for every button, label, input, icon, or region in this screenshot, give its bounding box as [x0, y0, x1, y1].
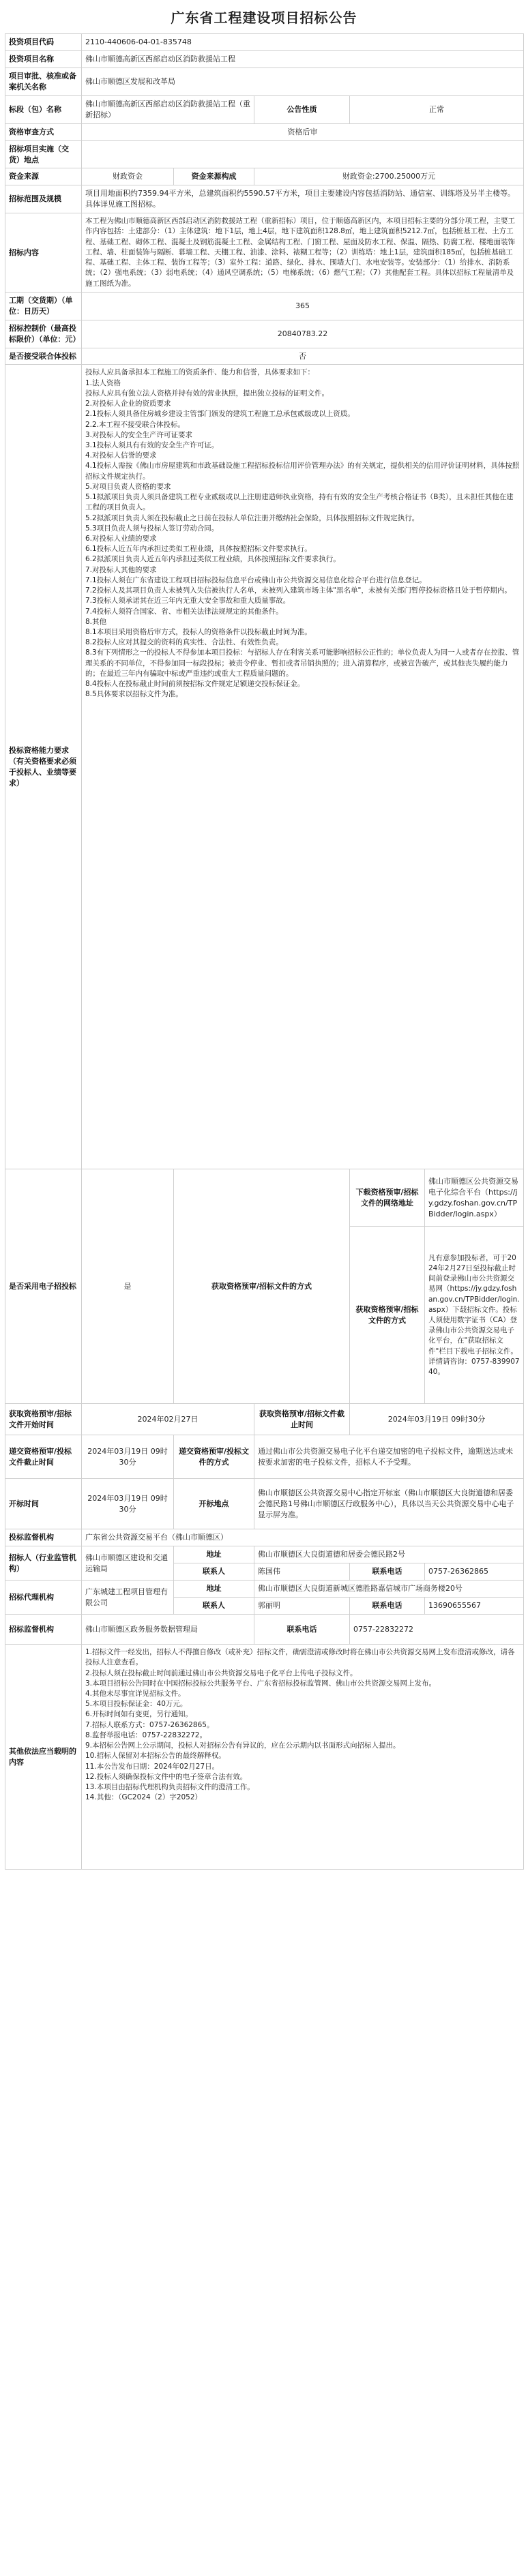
label-doc-address: 下载资格预审/招标文件的网络地址: [350, 1169, 425, 1227]
row-monitor: [5, 1615, 524, 1645]
value-funds-ratio: 财政资金:2700.25000万元: [254, 168, 524, 185]
row-agency-1: [5, 1581, 524, 1598]
value-project-approval: 佛山市顺德区发展和改革局: [82, 68, 524, 95]
label-duration: 工期（交货期）（单位：日历天）: [5, 292, 82, 320]
value-joint: 否: [82, 348, 524, 365]
label-location: 招标项目实施（交货）地点: [5, 140, 82, 168]
row-other: [5, 1645, 524, 1870]
value-agency-addr: 佛山市顺德区大良街道新城区德胜路嘉信城市广场商务楼20号: [254, 1581, 524, 1598]
label-scope: 招标范围及规模: [5, 185, 82, 213]
value-qualification: 投标人应具备承担本工程施工的资质条件、能力和信誉，具体要求如下： 1.法人资格 投标人应具有独立法人资格并持有效的营业执照，提出独立投标的证明文件。 2.对投标人企业的资质要求 2.1投标人须具备住房城乡建设主管部门颁发的建筑工程施工总承包贰级或以上资质。 2.2.本工程不接受联合体投标。 3.对投标人的安全生产许可证要求 3.1投标人须具有有效的安全生产许可证。 4.对投标人信誉的要求 4.1投标人需按《佛山市房屋建筑和市政基础设施工程招标投标信用评价管理办法》的有关规定，提供相关的信用评价证明材料，具体按照招标文件规定执行。 5.对项目负责人资格的要求 5.1拟派项目负责人须具备建筑工程专业贰级或以上注册建造师执业资格，持有有效的安全生产考核合格证书（B类），且未担任其他在建工程的项目负责人。 5.2拟派项目负责人须在投标截止之日前在投标人单位注册并缴纳社会保险，具体按照招标文件规定执行。 5.3项目负责人须与投标人签订劳动合同。 6.对投标人业绩的要求 6.1投标人近五年内承担过类似工程业绩，具体按照招标文件要求执行。 6.2拟派项目负责人近五年内承担过类似工程业绩，具体按照招标文件要求执行。 7.对投标人其他的要求 7.1投标人须在广东省建设工程项目招标投标信息平台或佛山市公共资源交易信息化综合平台进行信息登记。 7.2投标人及其项目负责人未被列入失信被执行人名单，未被列入建筑市场主体"黑名单"，未被有关部门暂停投标资格且处于暂停期内。 7.3投标人须承诺其在近三年内无重大安全事故和重大质量事故。 7.4投标人须符合国家、省、市相关法律法规规定的其他条件。 8.其他 8.1本项目采用资格后审方式，投标人的资格条件以投标截止时间为准。 8.2投标人应对其提交的资料的真实性、合法性、有效性负责。 8.3有下列情形之一的投标人不得参加本项目投标：与招标人存在利害关系可能影响招标公正性的；单位负责人为同一人或者存在控股、管理关系的不同单位，不得参加同一标段投标；被责令停业、暂扣或者吊销执照的；进入清算程序，或被宣告破产，或其他丧失履约能力的；在最近三年内有骗取中标或严重违约或重大工程质量问题的。 8.4投标人在投标截止时间前须按招标文件规定足额递交投标保证金。 8.5具体要求以招标文件为准。: [82, 365, 524, 1169]
label-tenderer-contact: 联系人: [174, 1563, 254, 1581]
label-ecbid: 是否采用电子招投标: [5, 1169, 82, 1404]
value-agency-contact: 郭丽明: [254, 1598, 350, 1615]
label-doc-method-detail: 获取资格预审/招标文件的方式: [350, 1227, 425, 1404]
label-agency-contact: 联系人: [174, 1598, 254, 1615]
row-supervisor: [5, 1529, 524, 1546]
label-tenderer-phone: 联系电话: [350, 1563, 425, 1581]
value-tenderer-phone: 0757-26362865: [425, 1563, 524, 1581]
label-submit-method: 递交资格预审/投标文件的方式: [174, 1435, 254, 1479]
value-agency: 广东城建工程项目管理有限公司: [82, 1581, 174, 1615]
label-open-place: 开标地点: [174, 1479, 254, 1529]
row-open: [5, 1479, 524, 1529]
value-lot: 佛山市顺德高新区西部启动区消防救援站工程（重新招标）: [82, 95, 254, 123]
row-doc-time: [5, 1404, 524, 1435]
label-project-approval: 项目审批、核准或备案机关名称: [5, 68, 82, 95]
row-joint: [5, 348, 524, 365]
value-tenderer-addr: 佛山市顺德区大良街道德和居委会德民路2号: [254, 1546, 524, 1563]
label-monitor-phone: 联系电话: [254, 1615, 350, 1645]
label-funds-ratio: 资金来源构成: [174, 168, 254, 185]
value-doc-start: 2024年02月27日: [82, 1404, 254, 1435]
value-scope: 项目用地面积约7359.94平方米，总建筑面积约5590.57平方米，项目主要建设内容包括消防站、通信室、训练塔及另半主楼等。具体详见施工图招标。: [82, 185, 524, 213]
row-lot: [5, 95, 524, 123]
label-content: 招标内容: [5, 213, 82, 293]
value-content: 本工程为佛山市顺德高新区西部启动区消防救援站工程（重新招标）项目，位于顺德高新区内，本项目招标主要的分部分项工程，主要工作内容包括：土建部分：（1）主体建筑：地下1层，地上4层，地下建筑面积128.8㎡，地上建筑面积5212.7㎡，包括桩基工程、土方工程、基础工程、砌体工程、混凝土及钢筋混凝土工程、金属结构工程、门窗工程、屋面及防水工程、保温、隔热、防腐工程、楼地面装饰工程、墙、柱面装饰与隔断、幕墙工程、天棚工程、油漆、涂料、裱糊工程等；（2）训练塔：地上1层，建筑面积185㎡，包括桩基础工程、基础工程、主体工程、装饰工程等；（3）室外工程：道路、绿化、排水、围墙大门、水电安装等。安装部分：（1）给排水、消防系统；（2）强电系统；（3）弱电系统；（4）通风空调系统；（5）电梯系统；（6）燃气工程；（7）其他配套工程。具体以招标工程量清单及施工图纸为准。: [82, 213, 524, 293]
value-submit-deadline: 2024年03月19日 09时30分: [82, 1435, 174, 1479]
row-location: [5, 140, 524, 168]
value-funds-source: 财政资金: [82, 168, 174, 185]
label-open-time: 开标时间: [5, 1479, 82, 1529]
value-doc-method: 凡有意参加投标者，可于2024年2月27日至投标截止时间前登录佛山市公共资源交易网（https://jy.gdzy.foshan.gov.cn/TPBidder/login.aspx）下载招标文件。投标人须使用数字证书（CA）登录佛山市公共资源交易电子化平台，在"获取招标文件"栏目下载电子招标文件。详情请咨询：0757-83990740。: [425, 1227, 524, 1404]
label-project-code: 投资项目代码: [5, 34, 82, 51]
row-project-approval: [5, 68, 524, 95]
row-review: [5, 123, 524, 140]
row-funds: [5, 168, 524, 185]
value-ecbid: 是: [82, 1169, 174, 1404]
label-review: 资格审查方式: [5, 123, 82, 140]
row-project-name: [5, 50, 524, 68]
label-agency-addr: 地址: [174, 1581, 254, 1598]
label-funds-source: 资金来源: [5, 168, 82, 185]
value-review: 资格后审: [82, 123, 524, 140]
value-monitor-phone: 0757-22832272: [350, 1615, 524, 1645]
label-other: 其他依法应当载明的内容: [5, 1645, 82, 1870]
value-tenderer: 佛山市顺德区建设和交通运输局: [82, 1546, 174, 1581]
label-submit-deadline: 递交资格预审/投标文件截止时间: [5, 1435, 82, 1479]
row-project-code: [5, 34, 524, 51]
value-project-code: 2110-440606-04-01-835748: [82, 34, 524, 51]
page-title: 广东省工程建设项目招标公告: [171, 10, 357, 26]
label-project-name: 投资项目名称: [5, 50, 82, 68]
label-control-price: 招标控制价（最高投标限价）（单位：元）: [5, 320, 82, 348]
value-submit-method: 通过佛山市公共资源交易电子化平台递交加密的电子投标文件，逾期送达或未按要求加密的电子投标文件，招标人不予受理。: [254, 1435, 524, 1479]
value-notice-type: 正常: [350, 95, 524, 123]
label-agency: 招标代理机构: [5, 1581, 82, 1615]
value-agency-phone: 13690655567: [425, 1598, 524, 1615]
label-supervisor: 投标监督机构: [5, 1529, 82, 1546]
row-submit: [5, 1435, 524, 1479]
value-duration: 365: [82, 292, 524, 320]
value-control-price: 20840783.22: [82, 320, 524, 348]
label-agency-phone: 联系电话: [350, 1598, 425, 1615]
value-other: 1.招标文件一经发出，招标人不得擅自修改（或补充）招标文件，确需澄清或修改时将在佛山市公共资源交易网上发布澄清或修改，请各投标人注意查看。 2.投标人须在投标截止时间前通过佛山市公共资源交易电子化平台上传电子投标文件。 3.本项目招标公告同时在中国招标投标公共服务平台、广东省招标投标监管网、佛山市公共资源交易网上发布。 4.其他未尽事宜详见招标文件。 5.本项目投标保证金：40万元。 6.开标时间如有变更，另行通知。 7.招标人联系方式：0757-26362865。 8.监督举报电话：0757-22832272。 9.本招标公告网上公示期间，投标人对招标公告有异议的，应在公示期内以书面形式向招标人提出。 10.招标人保留对本招标公告的最终解释权。 11.本公告发布日期：2024年02月27日。 12.投标人须确保投标文件中的电子签章合法有效。 13.本项目由招标代理机构负责招标文件的澄清工作。 14.其他：（GC2024（2）字2052）: [82, 1645, 524, 1870]
label-notice-type: 公告性质: [254, 95, 350, 123]
label-doc-start: 获取资格预审/招标文件开始时间: [5, 1404, 82, 1435]
label-doc-end: 获取资格预审/招标文件截止时间: [254, 1404, 350, 1435]
label-qualification: 投标资格能力要求（有关资格要求必须于投标人、业绩等要求）: [5, 365, 82, 1169]
value-tenderer-contact: 陈国伟: [254, 1563, 350, 1581]
value-location: [82, 140, 524, 168]
value-supervisor: 广东省公共资源交易平台（佛山市顺德区）: [82, 1529, 524, 1546]
row-duration: [5, 292, 524, 320]
value-open-place: 佛山市顺德区公共资源交易中心指定开标室（佛山市顺德区大良街道德和居委会德民路1号佛山市顺德区行政服务中心），具体以当天公共资源交易中心电子显示屏为准。: [254, 1479, 524, 1529]
label-tenderer-addr: 地址: [174, 1546, 254, 1563]
row-content: [5, 213, 524, 293]
label-tenderer: 招标人（行业监管机构）: [5, 1546, 82, 1581]
value-doc-address: 佛山市顺德区公共资源交易电子化综合平台（https://jy.gdzy.foshan.gov.cn/TPBidder/login.aspx）: [425, 1169, 524, 1227]
row-ecbid: [5, 1169, 524, 1227]
row-scope: [5, 185, 524, 213]
row-tenderer-1: [5, 1546, 524, 1563]
row-qualification: [5, 365, 524, 1169]
label-doc-method: 获取资格预审/招标文件的方式: [174, 1169, 350, 1404]
value-doc-end: 2024年03月19日 09时30分: [350, 1404, 524, 1435]
label-lot: 标段（包）名称: [5, 95, 82, 123]
value-open-time: 2024年03月19日 09时30分: [82, 1479, 174, 1529]
value-project-name: 佛山市顺德高新区西部启动区消防救援站工程: [82, 50, 524, 68]
value-monitor: 佛山市顺德区政务服务数据管理局: [82, 1615, 254, 1645]
label-joint: 是否接受联合体投标: [5, 348, 82, 365]
label-monitor: 招标监督机构: [5, 1615, 82, 1645]
row-control-price: [5, 320, 524, 348]
notice-table: [5, 33, 524, 1870]
